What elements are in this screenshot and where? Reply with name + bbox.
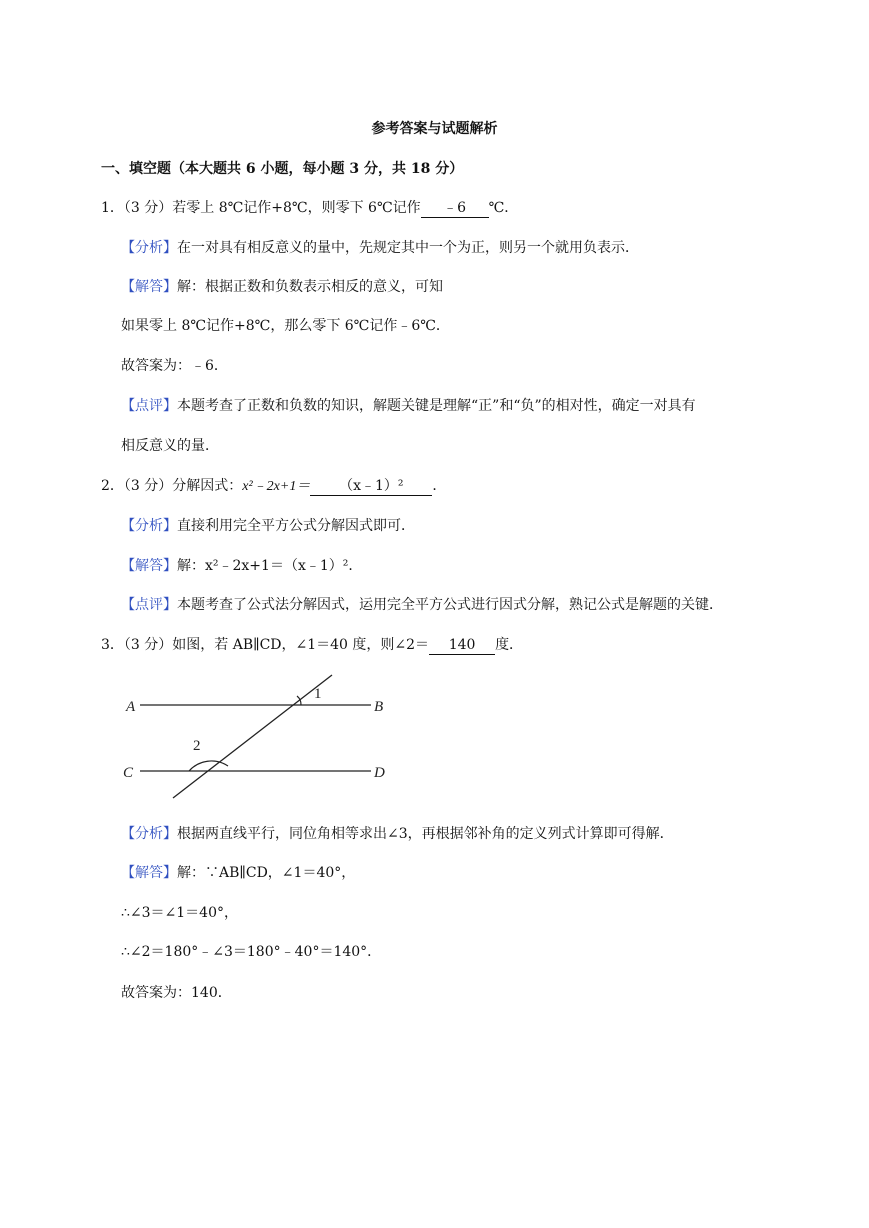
q1-solution-text: 解：根据正数和负数表示相反的意义，可知	[177, 279, 443, 295]
question-3-answer: 140	[429, 636, 495, 655]
comment-tag: 【点评】	[121, 398, 177, 414]
q1-comment	[121, 396, 696, 416]
question-1	[101, 198, 518, 218]
analysis-tag: 【分析】	[121, 826, 177, 842]
question-2-expression: x²﹣2x+1＝	[242, 479, 311, 494]
q2-analysis	[121, 516, 415, 536]
section-heading: 一、填空题（本大题共 6 小题，每小题 3 分，共 18 分）	[101, 161, 464, 177]
q3-solution-text: 解：∵AB∥CD，∠1＝40°，	[177, 865, 356, 881]
analysis-tag: 【分析】	[121, 240, 177, 256]
q3-solution-line2: ∴∠3＝∠1＝40°，	[121, 905, 238, 921]
point-label-c: C	[123, 765, 134, 781]
question-3	[101, 635, 523, 655]
q1-analysis-text: 在一对具有相反意义的量中，先规定其中一个为正，则另一个就用负表示．	[177, 240, 639, 256]
q3-solution-line3: ∴∠2＝180°﹣∠3＝180°﹣40°＝140°．	[121, 944, 382, 960]
solution-tag: 【解答】	[121, 279, 177, 295]
q2-solution-text: 解：x²﹣2x+1＝（x﹣1）²．	[177, 558, 363, 574]
question-3-text: 3．（3 分）如图，若 AB∥CD，∠1＝40 度，则∠2＝	[101, 637, 430, 653]
q3-analysis	[121, 824, 674, 844]
solution-tag: 【解答】	[121, 558, 177, 574]
transversal-line	[173, 675, 332, 798]
parallel-lines-figure	[118, 670, 408, 810]
q3-analysis-text: 根据两直线平行，同位角相等求出∠3，再根据邻补角的定义列式计算即可得解．	[177, 826, 674, 842]
q1-comment-line2: 相反意义的量．	[121, 438, 219, 454]
point-label-b: B	[374, 699, 384, 715]
q1-solution-line2: 如果零上 8℃记作+8℃，那么零下 6℃记作﹣6℃．	[121, 318, 450, 334]
question-3-suffix: 度．	[495, 637, 524, 653]
q3-solution-line4: 故答案为：140．	[121, 985, 232, 1001]
q2-comment	[121, 595, 723, 615]
q1-analysis	[121, 238, 639, 258]
solution-tag: 【解答】	[121, 865, 177, 881]
point-label-a: A	[126, 699, 136, 715]
question-2-suffix: ．	[432, 478, 447, 494]
comment-tag: 【点评】	[121, 597, 177, 613]
angle-label-2: 2	[193, 738, 201, 754]
question-2-text: 2．（3 分）分解因式：	[101, 478, 243, 494]
q1-comment-text: 本题考查了正数和负数的知识，解题关键是理解“正”和“负”的相对性，确定一对具有	[177, 398, 696, 414]
q1-solution-line3: 故答案为：﹣6．	[121, 358, 228, 374]
angle-label-1: 1	[314, 686, 322, 702]
q3-solution	[121, 863, 355, 883]
question-2-answer: （x﹣1）²	[310, 477, 432, 496]
point-label-d: D	[374, 765, 385, 781]
q1-solution	[121, 277, 443, 297]
analysis-tag: 【分析】	[121, 518, 177, 534]
question-1-text: 1．（3 分）若零上 8℃记作+8℃，则零下 6℃记作	[101, 200, 421, 216]
question-1-answer: ﹣6	[421, 199, 489, 218]
question-1-suffix: ℃．	[488, 200, 519, 216]
page-title: 参考答案与试题解析	[371, 121, 498, 137]
q2-analysis-text: 直接利用完全平方公式分解因式即可．	[177, 518, 415, 534]
q2-solution	[121, 556, 362, 576]
q2-comment-text: 本题考查了公式法分解因式，运用完全平方公式进行因式分解，熟记公式是解题的关键．	[177, 597, 723, 613]
question-2	[101, 476, 446, 497]
angle-2-arc	[189, 761, 228, 771]
